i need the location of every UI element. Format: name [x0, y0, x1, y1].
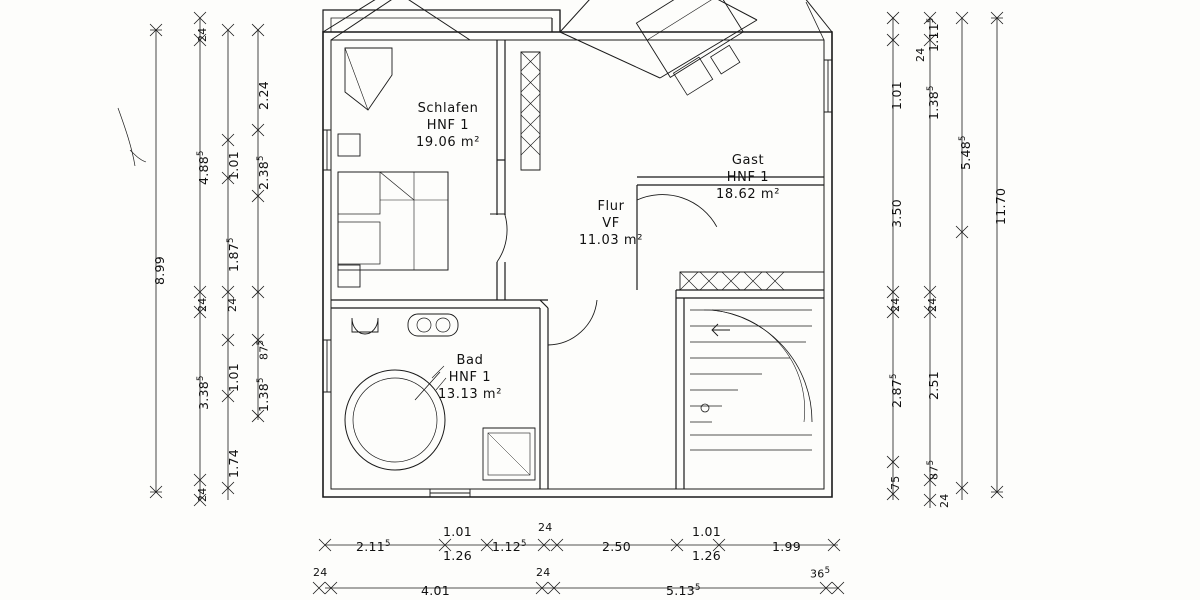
room-usage: HNF 1	[726, 170, 770, 185]
dim-bottom-1-01-b: 1.01	[692, 524, 722, 539]
dim-left-8-99: 8.99	[152, 255, 167, 285]
dim-bottom-1-12: 1.12$^5$	[492, 539, 527, 555]
dim-right-87: $87^5$	[926, 459, 941, 480]
dim-right-5-48: 5.48$^5$	[958, 135, 974, 170]
dim-right-75: 75	[889, 475, 902, 490]
dim-left-3-38: 3.38$^5$	[196, 375, 212, 410]
dim-left-1-01-b: 1.01	[226, 362, 241, 392]
room-usage: HNF 1	[448, 370, 492, 385]
dim-right-1-01: 1.01	[889, 80, 904, 110]
room-area: 11.03 m²	[578, 233, 644, 248]
dim-bottom-1-01-a: 1.01	[443, 524, 473, 539]
dim-right-24-a: 24	[889, 297, 902, 312]
dim-right-1-38: 1.38$^5$	[926, 85, 942, 120]
dim-left-87: $87^5$	[256, 339, 271, 360]
dim-right-24-b: 24	[926, 297, 939, 312]
dim-right-1-11: 1.11$^5$	[926, 17, 942, 52]
room-usage: HNF 1	[426, 118, 470, 133]
room-area: 13.13 m²	[437, 387, 503, 402]
dim-bottom-24-b: 24	[313, 566, 328, 579]
room-label-flur	[546, 198, 676, 249]
dim-bottom-1-26-a: 1.26	[443, 548, 473, 563]
dim-left-24-top: 24	[196, 27, 209, 42]
dim-bottom-1-99: 1.99	[772, 539, 802, 554]
room-name: Flur	[597, 199, 625, 214]
room-label-bad	[395, 352, 545, 403]
dim-bottom-4-01: 4.01	[421, 583, 451, 598]
room-name: Bad	[456, 353, 484, 368]
dim-left-4-88: 4.88$^5$	[196, 150, 212, 185]
dim-bottom-24-a: 24	[538, 521, 553, 534]
dim-left-2-38: 2.38$^5$	[256, 155, 272, 190]
dim-left-24-bottom: 24	[196, 487, 209, 502]
dim-right-24-c: 24	[938, 493, 951, 508]
dim-left-2-24: 2.24	[256, 80, 271, 110]
room-area: 18.62 m²	[715, 187, 781, 202]
room-label-gast	[673, 152, 823, 203]
dim-left-1-74: 1.74	[226, 448, 241, 478]
dim-right-3-50: 3.50	[889, 198, 904, 228]
dim-left-1-01-a: 1.01	[226, 150, 241, 180]
dim-right-2-51: 2.51	[926, 370, 941, 400]
dim-bottom-5-13: 5.13$^5$	[666, 583, 701, 599]
dim-bottom-2-50: 2.50	[602, 539, 632, 554]
dim-bottom-24-c: 24	[536, 566, 551, 579]
room-name: Gast	[731, 153, 765, 168]
dim-left-24-mid: 24	[196, 297, 209, 312]
dim-bottom-2-11: 2.11$^5$	[356, 539, 391, 555]
dim-left-1-38-a: 1.38$^5$	[256, 377, 272, 412]
room-label-schlafen	[373, 100, 523, 151]
dim-left-24-inner: 24	[226, 297, 239, 312]
dim-right-24-d: 24	[914, 47, 927, 62]
dim-bottom-1-26-b: 1.26	[692, 548, 722, 563]
room-usage: VF	[602, 216, 620, 231]
dim-left-1-87: 1.87$^5$	[226, 237, 242, 272]
dim-right-2-87: 2.87$^5$	[889, 373, 905, 408]
dim-right-11-70: 11.70	[993, 187, 1008, 225]
room-area: 19.06 m²	[415, 135, 481, 150]
room-name: Schlafen	[417, 101, 479, 116]
dim-bottom-36: $36^5$	[810, 566, 831, 581]
